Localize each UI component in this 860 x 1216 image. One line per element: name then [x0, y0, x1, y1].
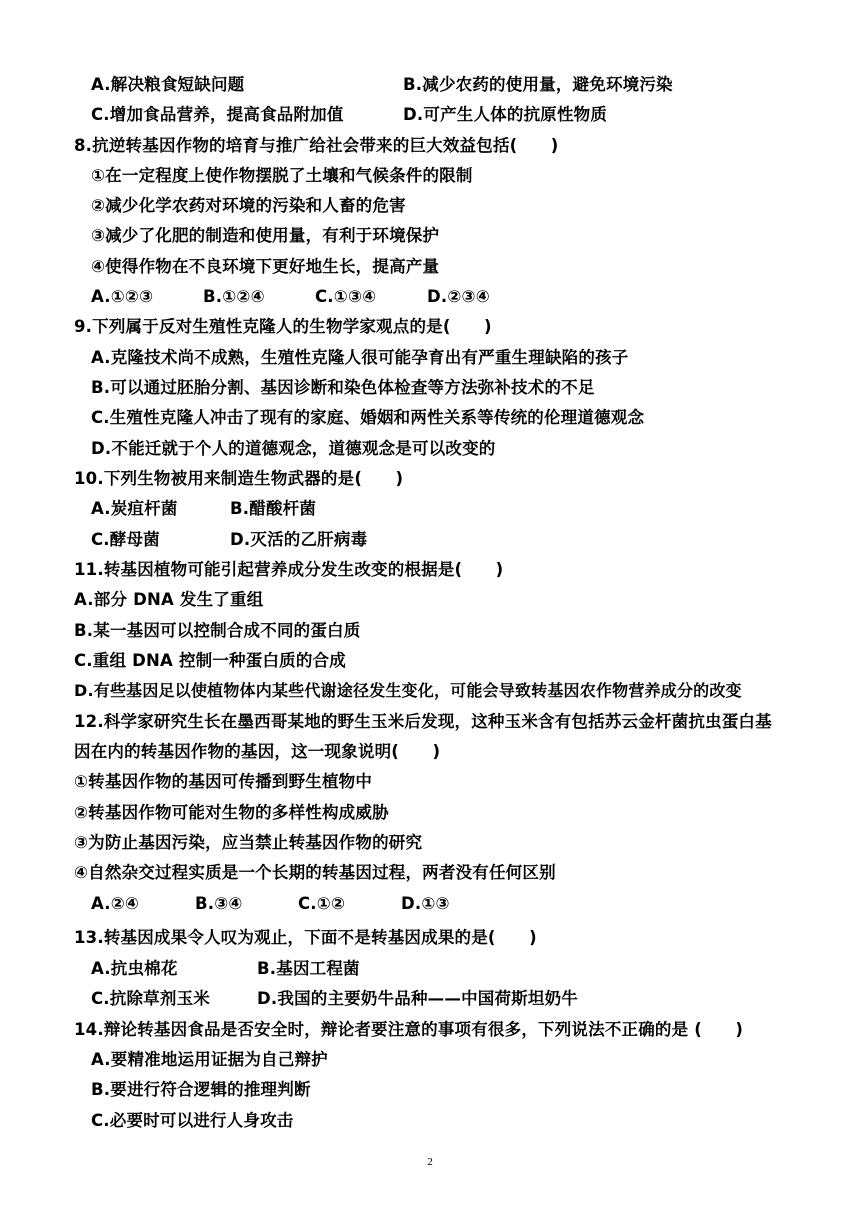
q10-option-a: A.炭疽杆菌	[91, 499, 178, 518]
q14-option-a: A.要精准地运用证据为自己辩护	[91, 1050, 328, 1069]
q10-option-c: C.酵母菌	[91, 530, 160, 549]
q8-option-b: B.①②④	[203, 287, 265, 306]
q9-option-b: B.可以通过胚胎分割、基因诊断和染色体检查等方法弥补技术的不足	[91, 378, 595, 397]
q9-option-d: D.不能迁就于个人的道德观念，道德观念是可以改变的	[91, 439, 496, 458]
q13-option-a: A.抗虫棉花	[91, 959, 178, 978]
q13-option-d: D.我国的主要奶牛品种——中国荷斯坦奶牛	[257, 989, 578, 1008]
q12-option-b: B.③④	[195, 894, 243, 913]
q12-item-4: ④自然杂交过程实质是一个长期的转基因过程，两者没有任何区别	[74, 863, 556, 882]
q8-item-2: ②减少化学农药对环境的污染和人畜的危害	[91, 196, 406, 215]
q9-option-c: C.生殖性克隆人冲击了现有的家庭、婚姻和两性关系等传统的伦理道德观念	[91, 408, 645, 427]
q8-option-c: C.①③④	[315, 287, 377, 306]
q7-option-a: A.解决粮食短缺问题	[91, 75, 245, 94]
q11-option-a: A.部分 DNA 发生了重组	[74, 590, 264, 609]
q7-option-c: C.增加食品营养，提高食品附加值	[91, 105, 344, 124]
q9-option-a: A.克隆技术尚不成熟，生殖性克隆人很可能孕育出有严重生理缺陷的孩子	[91, 348, 629, 367]
q8-item-3: ③减少了化肥的制造和使用量，有利于环境保护	[91, 226, 440, 245]
q12-option-c: C.①②	[298, 894, 346, 913]
q7-option-b: B.减少农药的使用量，避免环境污染	[403, 75, 673, 94]
q14-stem: 14.辩论转基因食品是否安全时，辩论者要注意的事项有很多，下列说法不正确的是 ( )	[74, 1020, 744, 1039]
q8-stem: 8.抗逆转基因作物的培育与推广给社会带来的巨大效益包括( )	[74, 136, 559, 155]
q12-item-3: ③为防止基因污染，应当禁止转基因作物的研究	[74, 833, 423, 852]
q7-option-d: D.可产生人体的抗原性物质	[403, 105, 608, 124]
q9-stem: 9.下列属于反对生殖性克隆人的生物学家观点的是( )	[74, 317, 492, 336]
q8-option-d: D.②③④	[427, 287, 490, 306]
q8-item-4: ④使得作物在不良环境下更好地生长，提高产量	[91, 257, 440, 276]
q11-option-b: B.某一基因可以控制合成不同的蛋白质	[74, 621, 361, 640]
q10-option-b: B.醋酸杆菌	[230, 499, 317, 518]
q10-stem: 10.下列生物被用来制造生物武器的是( )	[74, 469, 404, 488]
q12-stem-line1: 12.科学家研究生长在墨西哥某地的野生玉米后发现，这种玉米含有包括苏云金杆菌抗虫蛋白基	[74, 712, 772, 731]
q11-option-d: D.有些基因足以使植物体内某些代谢途径发生变化，可能会导致转基因农作物营养成分的改变	[74, 681, 742, 700]
q11-option-c: C.重组 DNA 控制一种蛋白质的合成	[74, 651, 346, 670]
q13-option-c: C.抗除草剂玉米	[91, 989, 210, 1008]
q12-stem-line2: 因在内的转基因作物的基因，这一现象说明( )	[74, 742, 441, 761]
q12-item-2: ②转基因作物可能对生物的多样性构成威胁	[74, 803, 389, 822]
q8-item-1: ①在一定程度上使作物摆脱了土壤和气候条件的限制	[91, 166, 473, 185]
q13-option-b: B.基因工程菌	[257, 959, 360, 978]
q12-option-a: A.②④	[91, 894, 140, 913]
q14-option-b: B.要进行符合逻辑的推理判断	[91, 1080, 311, 1099]
q13-stem: 13.转基因成果令人叹为观止，下面不是转基因成果的是( )	[74, 928, 537, 947]
q12-option-d: D.①③	[401, 894, 450, 913]
q12-item-1: ①转基因作物的基因可传播到野生植物中	[74, 772, 373, 791]
q11-stem: 11.转基因植物可能引起营养成分发生改变的根据是( )	[74, 560, 504, 579]
q14-option-c: C.必要时可以进行人身攻击	[91, 1111, 294, 1130]
q10-option-d: D.灭活的乙肝病毒	[230, 530, 368, 549]
q8-option-a: A.①②③	[91, 287, 154, 306]
page-number: 2	[427, 1156, 433, 1168]
